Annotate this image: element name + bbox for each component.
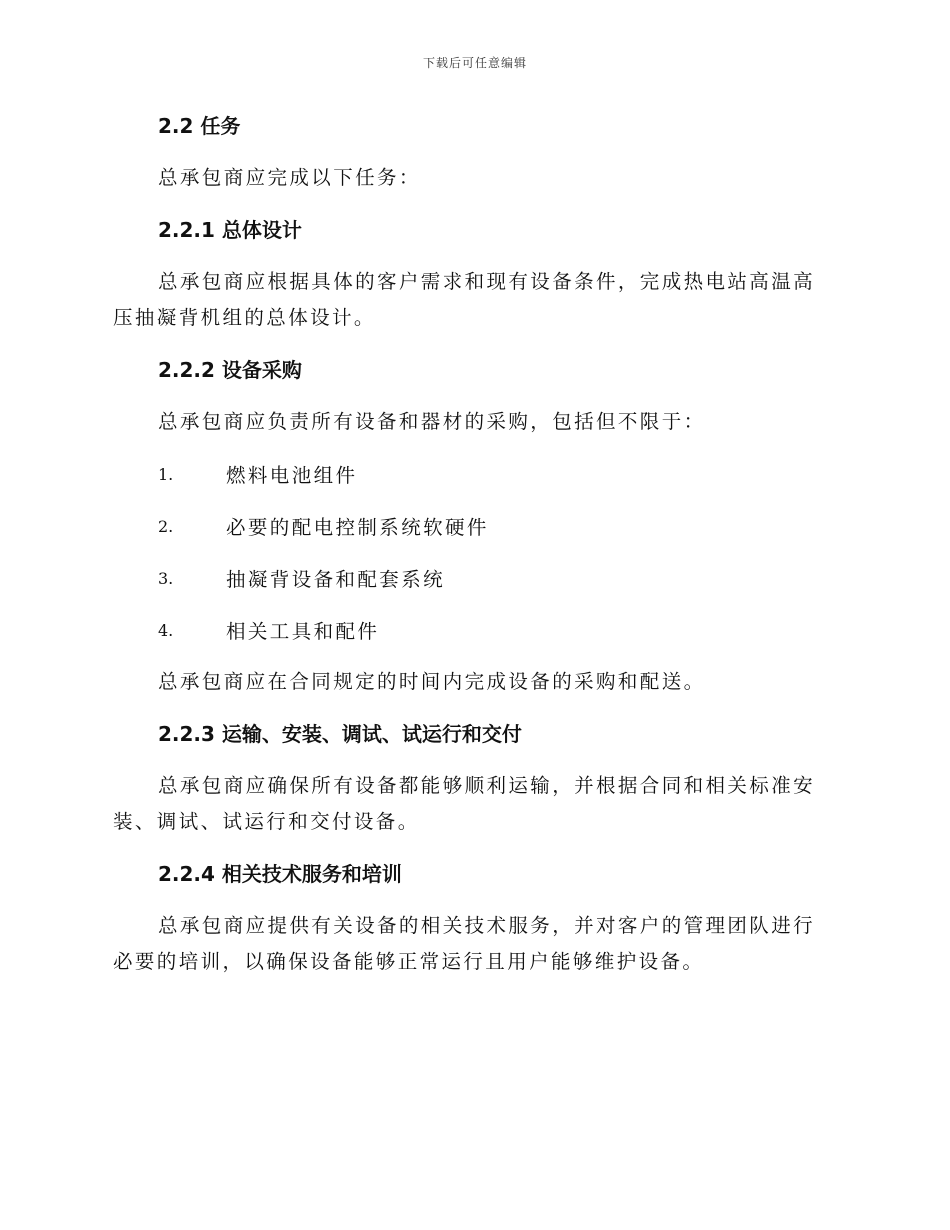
section-intro-2-2: 总承包商应完成以下任务： (158, 166, 421, 189)
section-heading-2-2-1: 2.2.1 总体设计 (158, 218, 302, 242)
list-number: 1. (158, 464, 174, 484)
list-text: 必要的配电控制系统软硬件 (226, 516, 489, 539)
section-heading-2-2-4: 2.2.4 相关技术服务和培训 (158, 862, 402, 886)
list-text: 抽凝背设备和配套系统 (226, 568, 446, 591)
section-intro-2-2-2: 总承包商应负责所有设备和器材的采购，包括但不限于： (158, 410, 706, 433)
section-heading-2-2-3: 2.2.3 运输、安装、调试、试运行和交付 (158, 722, 522, 746)
list-text: 燃料电池组件 (226, 464, 358, 487)
list-number: 2. (158, 516, 174, 536)
list-number: 3. (158, 568, 174, 588)
header-note: 下载后可任意编辑 (422, 56, 527, 70)
list-item (158, 560, 833, 596)
section-text-2-2-1: 总承包商应根据具体的客户需求和现有设备条件，完成热电站高温高压抽凝背机组的总体设计。 (113, 270, 816, 329)
section-text-2-2-3: 总承包商应确保所有设备都能够顺利运输，并根据合同和相关标准安装、调试、试运行和交付设备。 (113, 774, 816, 833)
list-text: 相关工具和配件 (226, 620, 380, 643)
list-item (158, 508, 833, 544)
list-item (158, 456, 833, 492)
section-heading-2-2-2: 2.2.2 设备采购 (158, 358, 302, 382)
section-outro-2-2-2: 总承包商应在合同规定的时间内完成设备的采购和配送。 (158, 670, 706, 693)
document-body (113, 108, 833, 980)
section-text-2-2-4: 总承包商应提供有关设备的相关技术服务，并对客户的管理团队进行必要的培训，以确保设备能够正常运行且用户能够维护设备。 (113, 914, 816, 973)
section-heading-2-2: 2.2 任务 (158, 114, 241, 138)
list-item (158, 612, 833, 648)
list-number: 4. (158, 620, 174, 640)
